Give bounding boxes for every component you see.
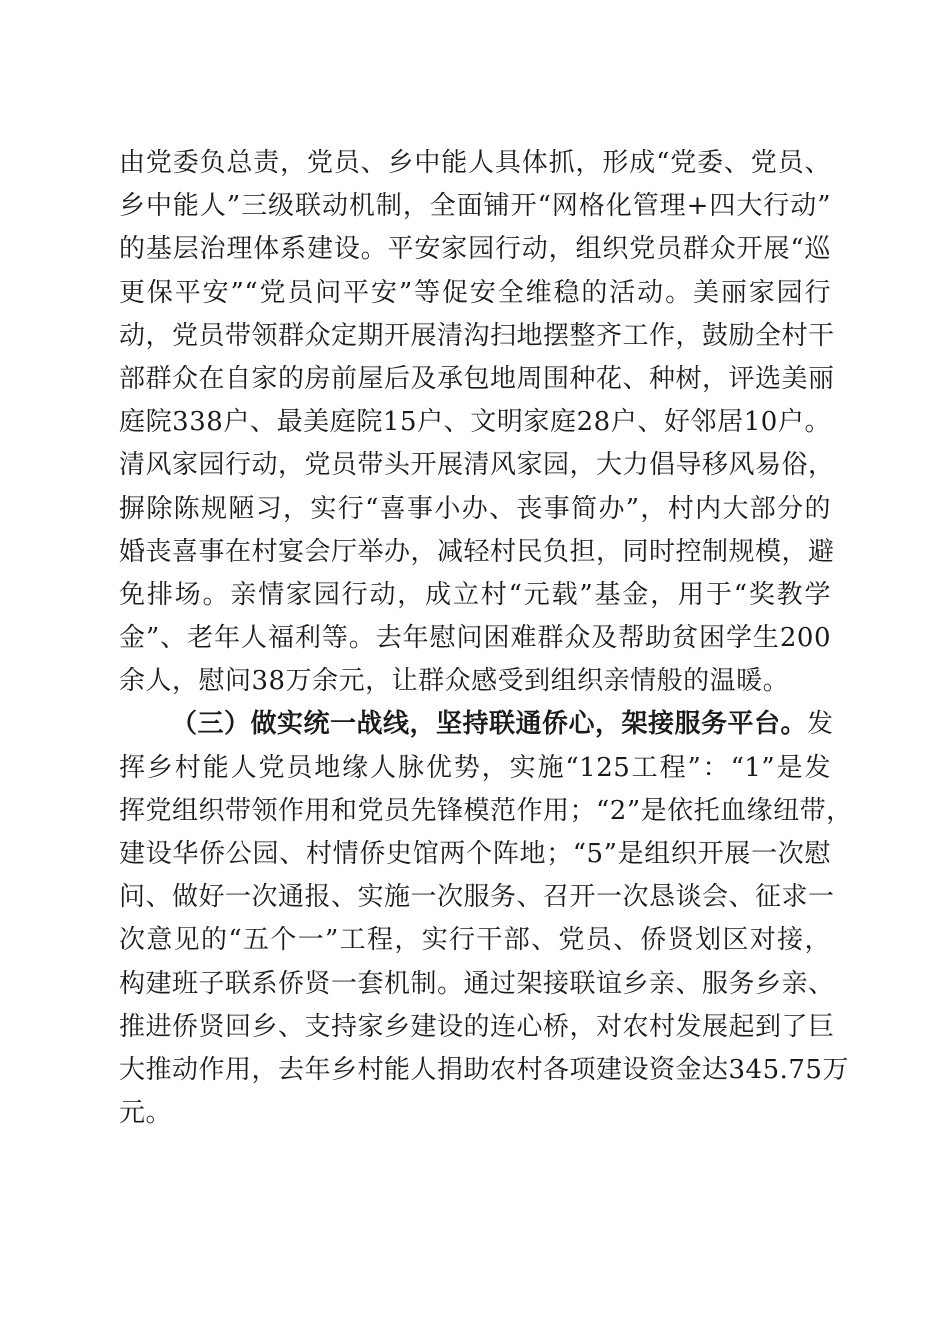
text-line: 元。: [119, 1098, 173, 1129]
text-line: 动，党员带领群众定期开展清沟扫地摆整齐工作，鼓励全村干: [119, 320, 835, 351]
text-line: 建设华侨公园、村情侨史馆两个阵地；“5”是组织开展一次慰: [119, 839, 831, 869]
text-line: 挥乡村能人党员地缘人脉优势，实施“125工程”：“1”是发: [119, 752, 831, 783]
text-line: 摒除陈规陋习，实行“喜事小办、丧事简办”，村内大部分的: [119, 493, 831, 524]
text-line: 更保平安”“党员问平安”等促安全维稳的活动。美丽家园行: [119, 277, 831, 308]
heading-line-tail: 发: [807, 709, 834, 740]
text-line: 由党委负总责，党员、乡中能人具体抓，形成“党委、党员、: [119, 148, 831, 178]
text-line: 大推动作用，去年乡村能人捐助农村各项建设资金达345.75万: [119, 1054, 849, 1085]
text-line: 乡中能人”三级联动机制，全面铺开“网格化管理+四大行动”: [119, 191, 831, 222]
text-line: 挥党组织带领作用和党员先锋模范作用；“2”是依托血缘纽带，: [119, 795, 853, 826]
body-text: [119, 142, 853, 1135]
text-line: 免排场。亲情家园行动，成立村“元载”基金，用于“奖教学: [119, 579, 831, 610]
text-line: 庭院338户、最美庭院15户、文明家庭28户、好邻居10户。: [119, 407, 831, 438]
text-line: 构建班子联系侨贤一套机制。通过架接联谊乡亲、服务乡亲、: [119, 968, 835, 999]
text-line: 婚丧喜事在村宴会厅举办，减轻村民负担，同时控制规模，避: [119, 536, 835, 567]
text-line: 余人，慰问38万余元，让群众感受到组织亲情般的温暖。: [119, 666, 790, 697]
text-line: 部群众在自家的房前屋后及承包地周围种花、种树，评选美丽: [119, 363, 835, 394]
text-line: 的基层治理体系建设。平安家园行动，组织党员群众开展“巡: [119, 234, 831, 265]
text-line: 推进侨贤回乡、支持家乡建设的连心桥，对农村发展起到了巨: [119, 1011, 835, 1042]
text-line: 次意见的“五个一”工程，实行干部、党员、侨贤划区对接，: [119, 925, 831, 956]
text-line: 金”、老年人福利等。去年慰问困难群众及帮助贫困学生200: [119, 623, 831, 654]
text-line: 问、做好一次通报、实施一次服务、召开一次恳谈会、征求一: [119, 882, 835, 913]
section-heading-line: [119, 703, 834, 746]
text-line: 清风家园行动，党员带头开展清风家园，大力倡导移风易俗，: [119, 450, 835, 481]
section-heading: （三）做实统一战线，坚持联通侨心，架接服务平台。: [171, 709, 808, 740]
